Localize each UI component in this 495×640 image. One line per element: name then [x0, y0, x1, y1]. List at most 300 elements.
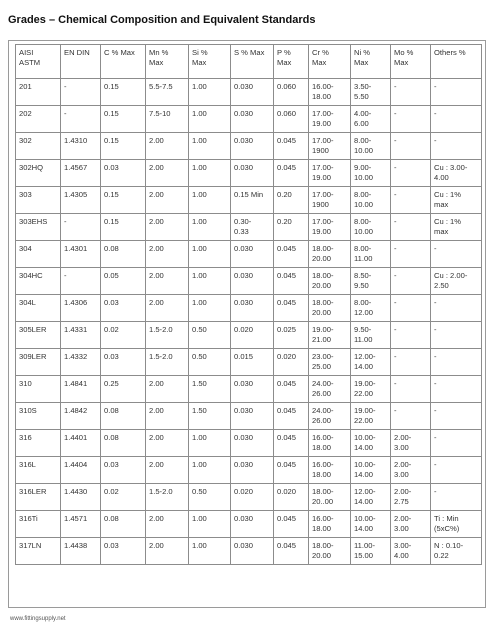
table-cell — [231, 214, 274, 241]
cell-value: 0.030 — [234, 82, 254, 91]
table-cell — [61, 79, 101, 106]
cell-value: 0.030 — [234, 406, 254, 415]
table-cell — [274, 187, 309, 214]
cell-value: 8.00- 10.00 — [354, 136, 374, 155]
table-cell — [274, 457, 309, 484]
table-cell — [101, 106, 146, 133]
cell-value: 0.030 — [234, 244, 254, 253]
table-cell — [351, 457, 391, 484]
cell-value: 0.045 — [277, 298, 297, 307]
table-cell — [309, 457, 351, 484]
table-cell — [101, 79, 146, 106]
table-cell — [231, 187, 274, 214]
table-cell — [431, 295, 482, 322]
table-cell — [274, 214, 309, 241]
cell-value: 2.00- 3.00 — [394, 514, 412, 533]
cell-value: 304HC — [19, 271, 43, 280]
cell-value: 19.00- 22.00 — [354, 379, 376, 398]
cell-value: 18.00- 20.00 — [312, 244, 334, 263]
cell-value: 1.4310 — [64, 136, 88, 145]
cell-value: 9.00- 10.00 — [354, 163, 374, 182]
cell-value: 1.5-2.0 — [149, 352, 173, 361]
cell-value: - — [64, 217, 67, 226]
table-cell — [431, 268, 482, 295]
cell-value: 2.00 — [149, 379, 164, 388]
table-row — [16, 133, 482, 160]
cell-value: 18.00- 20.00 — [312, 541, 334, 560]
cell-value: - — [394, 217, 397, 226]
table-cell — [61, 322, 101, 349]
cell-value: 0.030 — [234, 271, 254, 280]
table-cell — [309, 79, 351, 106]
table-cell — [101, 511, 146, 538]
table-row — [16, 430, 482, 457]
cell-value: 0.30- 0.33 — [234, 217, 252, 236]
table-cell — [391, 187, 431, 214]
cell-value: 317LN — [19, 541, 42, 550]
cell-value: 8.00- 10.00 — [354, 190, 374, 209]
cell-value: 1.00 — [192, 136, 207, 145]
cell-value: 0.03 — [104, 541, 119, 550]
table-cell — [431, 187, 482, 214]
cell-value: 1.4404 — [64, 460, 88, 469]
table-cell — [146, 430, 189, 457]
cell-value: 0.50 — [192, 487, 207, 496]
table-cell — [16, 430, 61, 457]
cell-value: 2.00 — [149, 514, 164, 523]
cell-value: 0.045 — [277, 163, 297, 172]
cell-value: 0.030 — [234, 460, 254, 469]
cell-value: 1.00 — [192, 433, 207, 442]
table-cell — [146, 106, 189, 133]
table-cell — [391, 268, 431, 295]
cell-value: 316 — [19, 433, 32, 442]
cell-value: 2.00 — [149, 460, 164, 469]
table-cell — [61, 403, 101, 430]
cell-value: 0.060 — [277, 82, 297, 91]
table-cell — [16, 241, 61, 268]
table-cell — [309, 484, 351, 511]
table-cell — [309, 133, 351, 160]
table-body — [16, 79, 482, 565]
cell-value: 2.00 — [149, 136, 164, 145]
cell-value: - — [394, 82, 397, 91]
table-row — [16, 106, 482, 133]
table-cell — [61, 241, 101, 268]
table-cell — [189, 214, 231, 241]
cell-value: 2.00- 2.75 — [394, 487, 412, 506]
table-cell — [16, 187, 61, 214]
table-cell — [61, 106, 101, 133]
cell-value: 5.5-7.5 — [149, 82, 173, 91]
table-cell — [61, 268, 101, 295]
table-cell — [101, 160, 146, 187]
cell-value: 1.4301 — [64, 244, 88, 253]
column-header — [431, 45, 482, 79]
table-cell — [101, 349, 146, 376]
table-cell — [274, 295, 309, 322]
cell-value: 303 — [19, 190, 32, 199]
table-cell — [61, 295, 101, 322]
table-cell — [309, 349, 351, 376]
table-cell — [351, 322, 391, 349]
cell-value: 0.045 — [277, 136, 297, 145]
cell-value: 16.00- 18.00 — [312, 460, 334, 479]
table-cell — [16, 457, 61, 484]
table-cell — [101, 430, 146, 457]
table-cell — [431, 133, 482, 160]
table-row — [16, 457, 482, 484]
cell-value: 0.030 — [234, 541, 254, 550]
table-cell — [309, 160, 351, 187]
cell-value: 1.4841 — [64, 379, 88, 388]
table-cell — [16, 322, 61, 349]
cell-value: 0.030 — [234, 379, 254, 388]
cell-value: - — [434, 406, 437, 415]
cell-value: 0.08 — [104, 244, 119, 253]
cell-value: 3.00- 4.00 — [394, 541, 412, 560]
cell-value: 0.045 — [277, 379, 297, 388]
cell-value: 0.20 — [277, 217, 292, 226]
cell-value: 0.045 — [277, 460, 297, 469]
cell-value: 2.00 — [149, 433, 164, 442]
column-header — [391, 45, 431, 79]
cell-value: 0.030 — [234, 298, 254, 307]
cell-value: - — [394, 136, 397, 145]
cell-value: 0.045 — [277, 514, 297, 523]
table-cell — [309, 538, 351, 565]
table-cell — [231, 484, 274, 511]
table-cell — [274, 79, 309, 106]
cell-value: 304 — [19, 244, 32, 253]
table-cell — [189, 187, 231, 214]
table-cell — [231, 268, 274, 295]
table-cell — [274, 511, 309, 538]
table-cell — [146, 268, 189, 295]
table-cell — [351, 160, 391, 187]
cell-value: 3.50- 5.50 — [354, 82, 372, 101]
table-cell — [391, 511, 431, 538]
table-cell — [16, 403, 61, 430]
table-cell — [351, 133, 391, 160]
cell-value: 2.00 — [149, 541, 164, 550]
table-row — [16, 511, 482, 538]
cell-value: 0.50 — [192, 325, 207, 334]
cell-value: 0.03 — [104, 352, 119, 361]
table-frame — [8, 40, 486, 608]
table-cell — [309, 106, 351, 133]
table-cell — [309, 241, 351, 268]
table-cell — [146, 538, 189, 565]
table-cell — [274, 160, 309, 187]
table-cell — [391, 79, 431, 106]
column-header-label: AISI ASTM — [19, 48, 41, 67]
table-cell — [189, 133, 231, 160]
table-row — [16, 268, 482, 295]
cell-value: - — [434, 487, 437, 496]
table-cell — [391, 430, 431, 457]
cell-value: 1.4305 — [64, 190, 88, 199]
table-cell — [189, 457, 231, 484]
cell-value: 202 — [19, 109, 32, 118]
cell-value: 316LER — [19, 487, 47, 496]
cell-value: 0.045 — [277, 433, 297, 442]
table-cell — [146, 295, 189, 322]
table-cell — [274, 106, 309, 133]
table-cell — [431, 457, 482, 484]
table-cell — [61, 187, 101, 214]
table-cell — [231, 349, 274, 376]
table-cell — [61, 511, 101, 538]
cell-value: 2.00 — [149, 190, 164, 199]
cell-value: 0.08 — [104, 406, 119, 415]
table-cell — [61, 160, 101, 187]
table-cell — [231, 511, 274, 538]
table-cell — [189, 376, 231, 403]
table-cell — [274, 538, 309, 565]
cell-value: 0.15 — [104, 82, 119, 91]
cell-value: Ti : Min (5xC%) — [434, 514, 460, 533]
table-cell — [16, 349, 61, 376]
cell-value: 316Ti — [19, 514, 38, 523]
table-cell — [274, 349, 309, 376]
table-cell — [101, 457, 146, 484]
table-cell — [16, 160, 61, 187]
table-cell — [16, 538, 61, 565]
cell-value: 1.4567 — [64, 163, 88, 172]
table-cell — [274, 241, 309, 268]
table-cell — [146, 511, 189, 538]
cell-value: 1.5-2.0 — [149, 325, 173, 334]
table-cell — [431, 403, 482, 430]
table-cell — [309, 214, 351, 241]
cell-value: - — [394, 109, 397, 118]
table-cell — [61, 214, 101, 241]
table-cell — [391, 349, 431, 376]
cell-value: 10.00- 14.00 — [354, 460, 376, 479]
cell-value: 0.15 — [104, 217, 119, 226]
cell-value: 0.03 — [104, 460, 119, 469]
table-cell — [61, 349, 101, 376]
table-row — [16, 295, 482, 322]
table-cell — [231, 106, 274, 133]
cell-value: 1.00 — [192, 82, 207, 91]
table-cell — [431, 79, 482, 106]
cell-value: Cu : 3.00- 4.00 — [434, 163, 468, 182]
table-row — [16, 214, 482, 241]
table-cell — [391, 376, 431, 403]
cell-value: 2.00 — [149, 298, 164, 307]
table-cell — [101, 268, 146, 295]
table-cell — [351, 349, 391, 376]
table-cell — [189, 295, 231, 322]
cell-value: 24.00- 26.00 — [312, 406, 334, 425]
column-header-label: EN DIN — [64, 48, 90, 57]
cell-value: 18.00- 20..00 — [312, 487, 334, 506]
cell-value: 2.00 — [149, 217, 164, 226]
column-header-label: Mn % Max — [149, 48, 169, 67]
table-cell — [231, 322, 274, 349]
cell-value: 304L — [19, 298, 36, 307]
table-row — [16, 349, 482, 376]
table-cell — [189, 79, 231, 106]
cell-value: 0.03 — [104, 298, 119, 307]
table-cell — [351, 106, 391, 133]
table-cell — [146, 349, 189, 376]
table-cell — [101, 376, 146, 403]
cell-value: 1.00 — [192, 244, 207, 253]
cell-value: 302 — [19, 136, 32, 145]
column-header-label: C % Max — [104, 48, 135, 57]
table-cell — [231, 133, 274, 160]
table-cell — [431, 241, 482, 268]
table-cell — [309, 511, 351, 538]
cell-value: - — [434, 82, 437, 91]
table-cell — [351, 79, 391, 106]
cell-value: 12.00- 14.00 — [354, 487, 376, 506]
cell-value: 8.50- 9.50 — [354, 271, 372, 290]
cell-value: 0.015 — [234, 352, 254, 361]
column-header — [16, 45, 61, 79]
table-cell — [391, 295, 431, 322]
cell-value: Cu : 1% max — [434, 217, 462, 236]
cell-value: 1.00 — [192, 514, 207, 523]
cell-value: 2.00 — [149, 271, 164, 280]
cell-value: 10.00- 14.00 — [354, 433, 376, 452]
table-cell — [431, 160, 482, 187]
table-cell — [231, 403, 274, 430]
cell-value: - — [394, 325, 397, 334]
table-cell — [231, 376, 274, 403]
cell-value: 8.00- 10.00 — [354, 217, 374, 236]
cell-value: 17.00- 19.00 — [312, 109, 334, 128]
table-cell — [16, 106, 61, 133]
table-cell — [189, 322, 231, 349]
table-cell — [231, 295, 274, 322]
cell-value: 12.00- 14.00 — [354, 352, 376, 371]
table-cell — [146, 187, 189, 214]
table-cell — [189, 511, 231, 538]
table-cell — [16, 133, 61, 160]
cell-value: 0.15 — [104, 190, 119, 199]
cell-value: - — [64, 271, 67, 280]
column-header-label: Cr % Max — [312, 48, 329, 67]
table-cell — [351, 268, 391, 295]
table-cell — [146, 403, 189, 430]
cell-value: 0.025 — [277, 325, 297, 334]
table-cell — [61, 538, 101, 565]
cell-value: - — [394, 379, 397, 388]
cell-value: 2.00- 3.00 — [394, 460, 412, 479]
cell-value: 16.00- 18.00 — [312, 433, 334, 452]
column-header-label: Si % Max — [192, 48, 208, 67]
cell-value: 17.00- 19.00 — [312, 217, 334, 236]
column-header-label: Mo % Max — [394, 48, 414, 67]
cell-value: 1.4332 — [64, 352, 88, 361]
cell-value: 316L — [19, 460, 36, 469]
cell-value: 1.4401 — [64, 433, 88, 442]
table-cell — [391, 457, 431, 484]
table-cell — [274, 133, 309, 160]
cell-value: 1.4438 — [64, 541, 88, 550]
table-cell — [146, 322, 189, 349]
table-cell — [61, 430, 101, 457]
cell-value: 0.05 — [104, 271, 119, 280]
table-cell — [146, 133, 189, 160]
cell-value: 0.020 — [234, 487, 254, 496]
cell-value: 8.00- 12.00 — [354, 298, 374, 317]
cell-value: 0.02 — [104, 325, 119, 334]
cell-value: 1.00 — [192, 271, 207, 280]
table-cell — [16, 295, 61, 322]
table-cell — [309, 322, 351, 349]
column-header-label: Ni % Max — [354, 48, 371, 67]
cell-value: 1.00 — [192, 460, 207, 469]
table-cell — [189, 349, 231, 376]
table-cell — [351, 538, 391, 565]
cell-value: 310S — [19, 406, 37, 415]
cell-value: 2.00 — [149, 244, 164, 253]
cell-value: 0.045 — [277, 406, 297, 415]
cell-value: 18.00- 20.00 — [312, 298, 334, 317]
table-cell — [146, 484, 189, 511]
table-cell — [16, 376, 61, 403]
cell-value: 16.00- 18.00 — [312, 514, 334, 533]
cell-value: 17.00- 19.00 — [312, 163, 334, 182]
column-header-label: Others % — [434, 48, 466, 57]
table-cell — [309, 403, 351, 430]
table-cell — [431, 538, 482, 565]
cell-value: 16.00- 18.00 — [312, 82, 334, 101]
column-header — [61, 45, 101, 79]
table-cell — [61, 457, 101, 484]
cell-value: - — [434, 352, 437, 361]
cell-value: 0.08 — [104, 514, 119, 523]
table-row — [16, 403, 482, 430]
table-cell — [16, 214, 61, 241]
table-row — [16, 376, 482, 403]
cell-value: 1.4571 — [64, 514, 88, 523]
table-cell — [101, 214, 146, 241]
cell-value: 0.25 — [104, 379, 119, 388]
table-row — [16, 241, 482, 268]
page-title: Grades – Chemical Composition and Equivalent Standards — [8, 14, 316, 26]
column-header — [101, 45, 146, 79]
table-cell — [274, 484, 309, 511]
table-cell — [16, 511, 61, 538]
table-cell — [16, 268, 61, 295]
table-cell — [391, 133, 431, 160]
table-cell — [231, 457, 274, 484]
cell-value: 1.4842 — [64, 406, 88, 415]
cell-value: - — [434, 298, 437, 307]
table-cell — [431, 106, 482, 133]
cell-value: 1.00 — [192, 217, 207, 226]
table-cell — [231, 160, 274, 187]
table-cell — [274, 430, 309, 457]
table-cell — [189, 241, 231, 268]
cell-value: 1.00 — [192, 163, 207, 172]
table-row — [16, 538, 482, 565]
cell-value: 305LER — [19, 325, 47, 334]
cell-value: - — [434, 136, 437, 145]
cell-value: 18.00- 20.00 — [312, 271, 334, 290]
cell-value: 17.00- 1900 — [312, 136, 334, 155]
cell-value: 19.00- 21.00 — [312, 325, 334, 344]
table-cell — [101, 241, 146, 268]
cell-value: 0.15 Min — [234, 190, 264, 199]
cell-value: 0.50 — [192, 352, 207, 361]
